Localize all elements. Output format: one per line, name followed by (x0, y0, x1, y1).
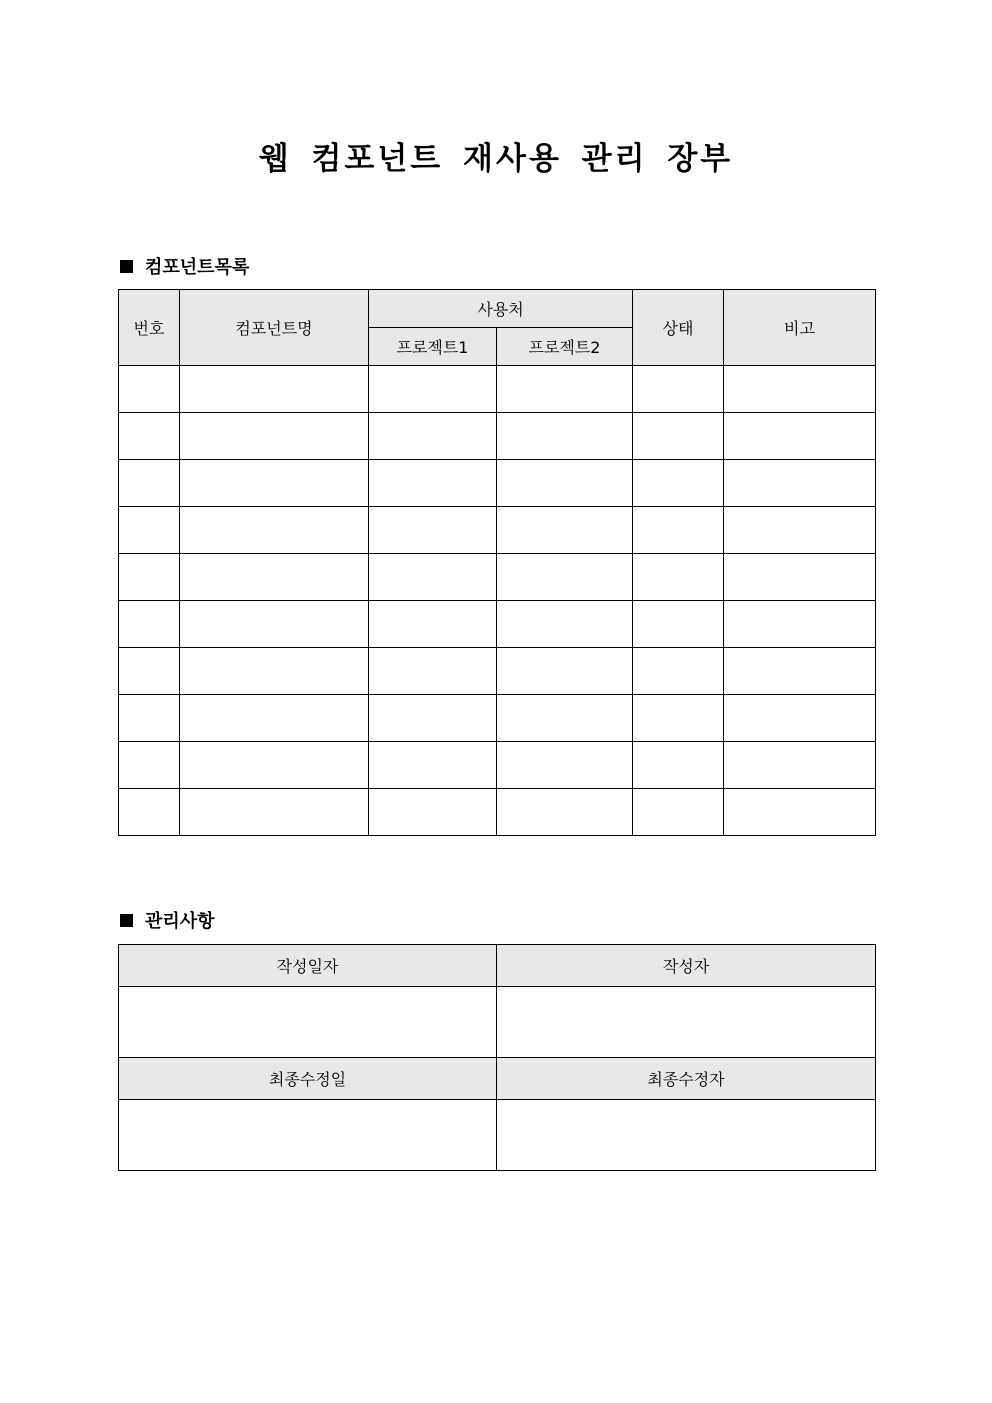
management-heading-label: 관리사항 (145, 911, 215, 932)
project1-cell[interactable] (369, 601, 497, 648)
project2-cell[interactable] (497, 413, 633, 460)
table-row (119, 695, 876, 742)
project1-cell[interactable] (369, 507, 497, 554)
no-cell[interactable] (119, 554, 180, 601)
status-cell[interactable] (633, 789, 724, 836)
remarks-cell[interactable] (724, 460, 876, 507)
no-cell[interactable] (119, 601, 180, 648)
project1-cell[interactable] (369, 460, 497, 507)
remarks-cell[interactable] (724, 507, 876, 554)
page-title: 웹 컴포넌트 재사용 관리 장부 (258, 141, 734, 177)
table-row (119, 366, 876, 413)
status-cell[interactable] (633, 648, 724, 695)
last-modifier-label: 최종수정자 (497, 1058, 876, 1100)
component-name-cell[interactable] (180, 413, 369, 460)
remarks-cell[interactable] (724, 366, 876, 413)
remarks-cell[interactable] (724, 695, 876, 742)
author-label: 작성자 (497, 945, 876, 987)
management-table (118, 944, 876, 1171)
no-cell[interactable] (119, 366, 180, 413)
table-row (119, 742, 876, 789)
header-remarks: 비고 (724, 290, 876, 366)
project1-cell[interactable] (369, 695, 497, 742)
last-modified-date-field[interactable] (119, 1100, 497, 1171)
no-cell[interactable] (119, 648, 180, 695)
square-bullet-icon (120, 260, 133, 273)
project2-cell[interactable] (497, 742, 633, 789)
remarks-cell[interactable] (724, 413, 876, 460)
header-project1: 프로젝트1 (369, 328, 497, 366)
status-cell[interactable] (633, 460, 724, 507)
table-row (119, 648, 876, 695)
component-name-cell[interactable] (180, 366, 369, 413)
table-row (119, 460, 876, 507)
component-name-cell[interactable] (180, 601, 369, 648)
created-date-field[interactable] (119, 987, 497, 1058)
component-name-cell[interactable] (180, 742, 369, 789)
management-heading (120, 907, 215, 933)
project1-cell[interactable] (369, 554, 497, 601)
status-cell[interactable] (633, 554, 724, 601)
remarks-cell[interactable] (724, 648, 876, 695)
header-no: 번호 (119, 290, 180, 366)
component-list-heading-label: 컴포넌트목록 (145, 257, 250, 278)
no-cell[interactable] (119, 789, 180, 836)
project1-cell[interactable] (369, 413, 497, 460)
component-name-cell[interactable] (180, 554, 369, 601)
table-row (119, 413, 876, 460)
header-status: 상태 (633, 290, 724, 366)
table-row (119, 789, 876, 836)
component-list-table (118, 289, 876, 836)
component-name-cell[interactable] (180, 695, 369, 742)
project1-cell[interactable] (369, 648, 497, 695)
table-row (119, 554, 876, 601)
project2-cell[interactable] (497, 648, 633, 695)
no-cell[interactable] (119, 507, 180, 554)
component-name-cell[interactable] (180, 507, 369, 554)
remarks-cell[interactable] (724, 742, 876, 789)
no-cell[interactable] (119, 413, 180, 460)
status-cell[interactable] (633, 366, 724, 413)
header-used-in: 사용처 (369, 290, 633, 328)
project2-cell[interactable] (497, 554, 633, 601)
last-modified-date-label: 최종수정일 (119, 1058, 497, 1100)
project2-cell[interactable] (497, 366, 633, 413)
project2-cell[interactable] (497, 460, 633, 507)
project1-cell[interactable] (369, 366, 497, 413)
component-list-heading (120, 253, 249, 279)
square-bullet-icon (120, 914, 133, 927)
component-name-cell[interactable] (180, 648, 369, 695)
remarks-cell[interactable] (724, 554, 876, 601)
table-row (119, 601, 876, 648)
remarks-cell[interactable] (724, 789, 876, 836)
header-project2: 프로젝트2 (497, 328, 633, 366)
table-row (119, 507, 876, 554)
project2-cell[interactable] (497, 695, 633, 742)
last-modifier-field[interactable] (497, 1100, 876, 1171)
project1-cell[interactable] (369, 789, 497, 836)
status-cell[interactable] (633, 742, 724, 789)
project2-cell[interactable] (497, 601, 633, 648)
component-name-cell[interactable] (180, 789, 369, 836)
project2-cell[interactable] (497, 789, 633, 836)
no-cell[interactable] (119, 460, 180, 507)
project2-cell[interactable] (497, 507, 633, 554)
no-cell[interactable] (119, 742, 180, 789)
author-field[interactable] (497, 987, 876, 1058)
status-cell[interactable] (633, 413, 724, 460)
project1-cell[interactable] (369, 742, 497, 789)
created-date-label: 작성일자 (119, 945, 497, 987)
status-cell[interactable] (633, 507, 724, 554)
remarks-cell[interactable] (724, 601, 876, 648)
status-cell[interactable] (633, 601, 724, 648)
component-name-cell[interactable] (180, 460, 369, 507)
header-component-name: 컴포넌트명 (180, 290, 369, 366)
status-cell[interactable] (633, 695, 724, 742)
no-cell[interactable] (119, 695, 180, 742)
